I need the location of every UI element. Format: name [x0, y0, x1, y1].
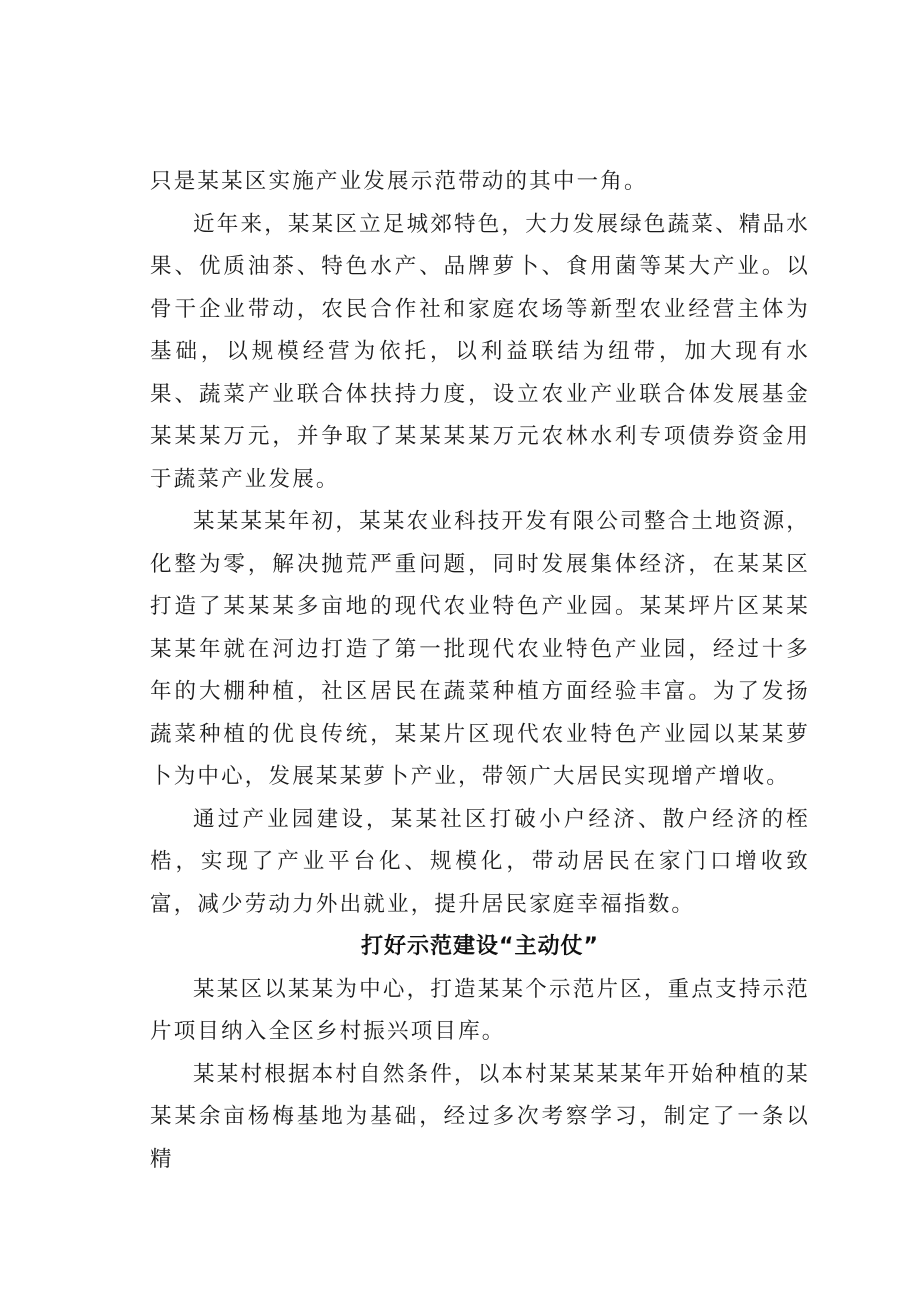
paragraph-5: 某某村根据本村自然条件，以本村某某某某年开始种植的某某某余亩杨梅基地为基础，经过多次考察学习，制定了一条以精: [150, 1061, 810, 1172]
paragraph-4: 某某区以某某为中心，打造某某个示范片区，重点支持示范片项目纳入全区乡村振兴项目库。: [150, 976, 810, 1044]
paragraph-3: 通过产业园建设，某某社区打破小户经济、散户经济的桎梏，实现了产业平台化、规模化，带动居民在家门口增收致富，减少劳动力外出就业，提升居民家庭幸福指数。: [150, 806, 810, 917]
section-heading: 打好示范建设“主动仗”: [361, 934, 599, 959]
paragraph-0: 只是某某区实施产业发展示范带动的其中一角。: [150, 169, 648, 194]
paragraph-1: 近年来，某某区立足城郊特色，大力发展绿色蔬菜、精品水果、优质油茶、特色水产、品牌萝卜、食用菌等某大产业。以骨干企业带动，农民合作社和家庭农场等新型农业经营主体为基础，以规模经营为依托，以利益联结为纽带，加大现有水果、蔬菜产业联合体扶持力度，设立农业产业联合体发展基金某某某万元，并争取了某某某某万元农林水利专项债券资金用于蔬菜产业发展。: [150, 211, 810, 492]
paragraph-2: 某某某某年初，某某农业科技开发有限公司整合土地资源，化整为零，解决抛荒严重问题，同时发展集体经济，在某某区打造了某某某多亩地的现代农业特色产业园。某某坪片区某某某某年就在河边打造了第一批现代农业特色产业园，经过十多年的大棚种植，社区居民在蔬菜种植方面经验丰富。为了发扬蔬菜种植的优良传统，某某片区现代农业特色产业园以某某萝卜为中心，发展某某萝卜产业，带领广大居民实现增产增收。: [150, 509, 810, 789]
article-body: [150, 161, 810, 1181]
